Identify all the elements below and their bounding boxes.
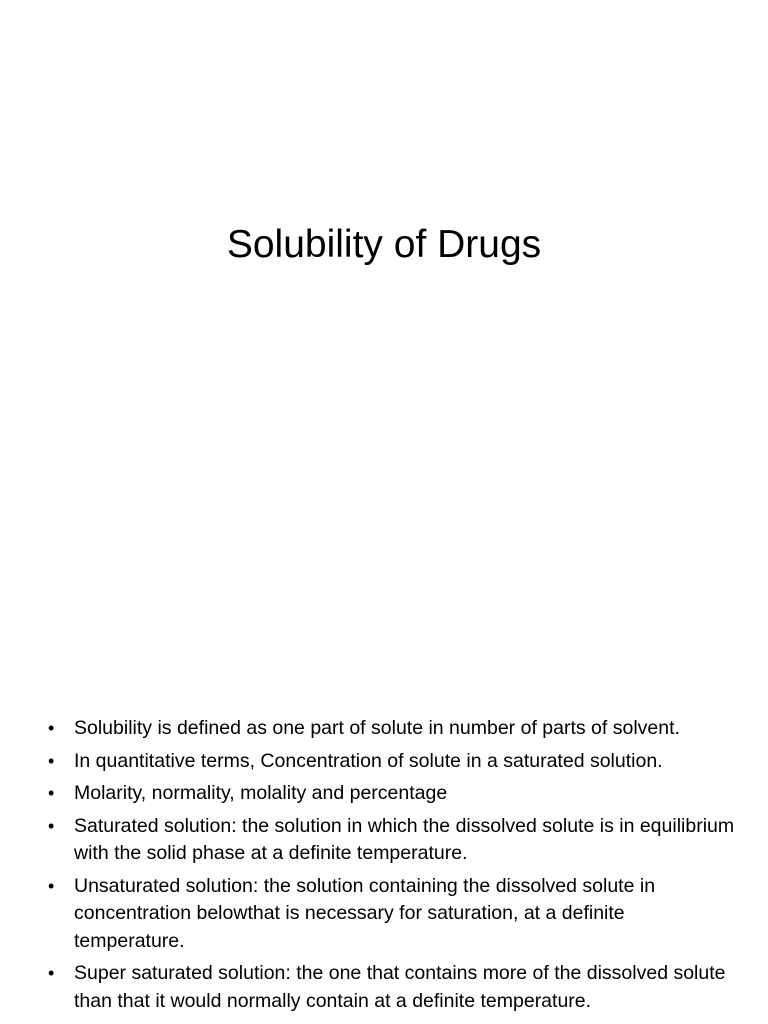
bullet-icon: • <box>48 750 55 771</box>
bullet-text: Saturated solution: the solution in which the dissolved solute is in equilibrium with the solid phase at a definite temperature. <box>74 814 735 864</box>
list-item <box>48 813 738 868</box>
bullet-text: Super saturated solution: the one that contains more of the dissolved solute than that it would normally contain at a definite temperature. <box>74 962 726 1012</box>
bullet-text: Solubility is defined as one part of solute in number of parts of solvent. <box>74 717 680 739</box>
bullet-text: Molarity, normality, molality and percentage <box>74 782 448 804</box>
bullet-list <box>48 715 738 1020</box>
bullet-icon: • <box>48 963 55 983</box>
bullet-text: Unsaturated solution: the solution containing the dissolved solute in concentration belowthat is necessary for saturation, at a definite temperature. <box>74 874 656 952</box>
bullet-icon: • <box>48 718 55 738</box>
slide-title: Solubility of Drugs <box>226 223 542 266</box>
list-item <box>48 715 738 743</box>
bullet-icon: • <box>48 783 55 803</box>
bullet-icon: • <box>48 815 55 836</box>
bullet-text: In quantitative terms, Concentration of solute in a saturated solution. <box>74 749 663 772</box>
list-item <box>48 780 738 808</box>
bullet-icon: • <box>48 875 55 896</box>
list-item <box>48 960 738 1015</box>
list-item <box>48 748 738 776</box>
list-item <box>48 873 738 956</box>
